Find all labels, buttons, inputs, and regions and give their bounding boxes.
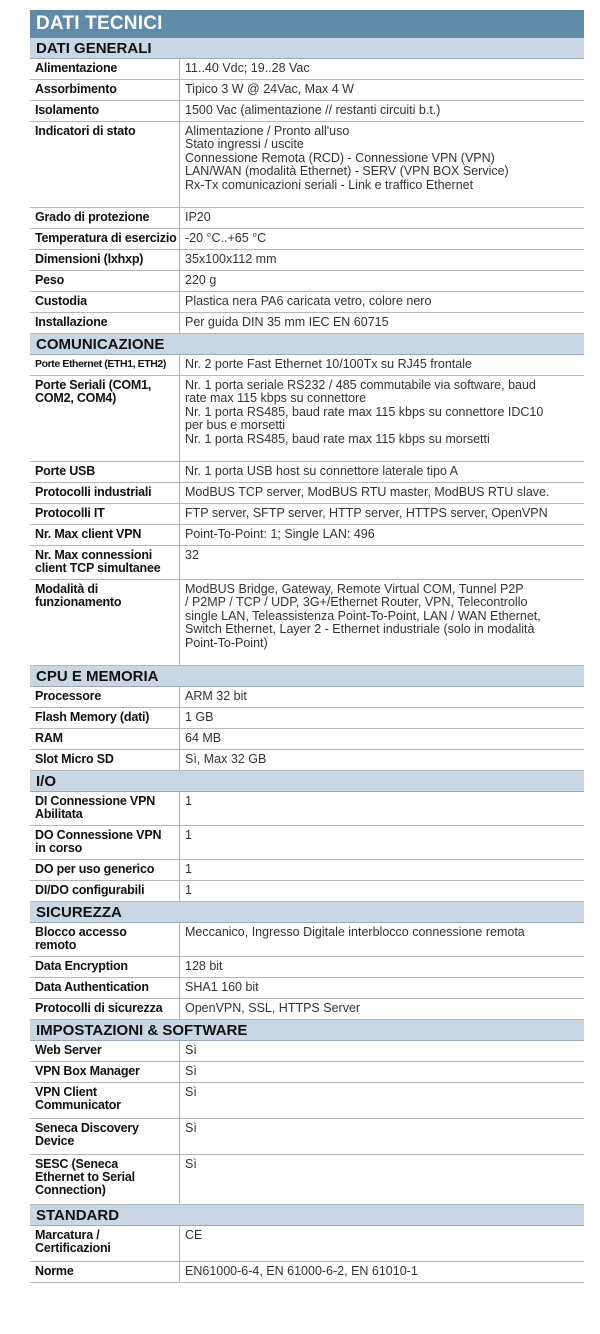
row-label: Seneca Discovery Device: [30, 1119, 180, 1154]
row-value: EN61000-6-4, EN 61000-6-2, EN 61010-1: [185, 1265, 418, 1278]
row-value: Sì, Max 32 GB: [185, 753, 267, 766]
table-row: [30, 580, 584, 666]
table-row: [30, 376, 584, 462]
row-label: Data Encryption: [30, 957, 180, 977]
row-label: Processore: [30, 687, 180, 707]
row-value: 1500 Vac (alimentazione // restanti circuiti b.t.): [185, 104, 441, 117]
table-row: [30, 122, 584, 208]
row-label: RAM: [30, 729, 180, 749]
row-label: VPN Box Manager: [30, 1062, 180, 1082]
row-label: Protocolli di sicurezza: [30, 999, 180, 1019]
section-header-cpu-e-memoria: CPU E MEMORIA: [30, 666, 584, 687]
table-row: [30, 250, 584, 271]
table-row: [30, 1119, 584, 1155]
table-row: [30, 729, 584, 750]
row-label: Marcatura / Certificazioni: [30, 1226, 180, 1261]
row-label: Flash Memory (dati): [30, 708, 180, 728]
row-label: Norme: [30, 1262, 180, 1282]
table-row: [30, 708, 584, 729]
row-label: Modalità di funzionamento: [30, 580, 180, 665]
row-value: SHA1 160 bit: [185, 981, 259, 994]
datasheet-table: [30, 10, 584, 1283]
row-value: -20 °C..+65 °C: [185, 232, 267, 245]
table-row: [30, 1155, 584, 1205]
table-row: [30, 504, 584, 525]
table-row: [30, 59, 584, 80]
row-value: 1: [185, 884, 192, 897]
table-row: [30, 313, 584, 334]
row-label: Temperatura di esercizio: [30, 229, 180, 249]
row-label: DI Connessione VPN Abilitata: [30, 792, 180, 825]
row-label: Protocolli industriali: [30, 483, 180, 503]
table-row: [30, 860, 584, 881]
table-row: [30, 525, 584, 546]
row-label: Porte USB: [30, 462, 180, 482]
row-value: Nr. 1 porta USB host su connettore laterale tipo A: [185, 465, 459, 478]
row-value: ModBUS TCP server, ModBUS RTU master, ModBUS RTU slave.: [185, 486, 550, 499]
table-row: [30, 1062, 584, 1083]
row-label: VPN Client Communicator: [30, 1083, 180, 1118]
table-row: [30, 229, 584, 250]
table-row: [30, 1262, 584, 1283]
row-label: DI/DO configurabili: [30, 881, 180, 901]
row-label: Porte Ethernet (ETH1, ETH2): [30, 355, 180, 375]
row-value: IP20: [185, 211, 211, 224]
table-row: [30, 483, 584, 504]
row-label: Grado di protezione: [30, 208, 180, 228]
table-row: [30, 999, 584, 1020]
row-value: 11..40 Vdc; 19..28 Vac: [185, 62, 310, 75]
table-row: [30, 208, 584, 229]
row-value: Nr. 1 porta seriale RS232 / 485 commutabile via software, baud rate max 115 kbps su connettore Nr. 1 porta RS485, baud rate max 115 kbps su connettore IDC10 per bus e morsetti Nr. 1 porta RS485, baud rate max 115 kbps su morsetti: [185, 379, 544, 446]
row-label: Assorbimento: [30, 80, 180, 100]
table-row: [30, 750, 584, 771]
section-header-comunicazione: COMUNICAZIONE: [30, 334, 584, 355]
row-value: FTP server, SFTP server, HTTP server, HTTPS server, OpenVPN: [185, 507, 548, 520]
row-value: Sì: [185, 1065, 197, 1078]
row-value: OpenVPN, SSL, HTTPS Server: [185, 1002, 361, 1015]
section-header-dati-generali: DATI GENERALI: [30, 38, 584, 59]
row-label: DO Connessione VPN in corso: [30, 826, 180, 859]
row-value: Sì: [185, 1086, 197, 1099]
row-value: Nr. 2 porte Fast Ethernet 10/100Tx su RJ45 frontale: [185, 358, 472, 371]
row-label: Nr. Max client VPN: [30, 525, 180, 545]
row-label: Protocolli IT: [30, 504, 180, 524]
table-row: [30, 1226, 584, 1262]
row-label: Peso: [30, 271, 180, 291]
row-value: 128 bit: [185, 960, 223, 973]
section-header-i-o: I/O: [30, 771, 584, 792]
table-row: [30, 101, 584, 122]
row-value: ModBUS Bridge, Gateway, Remote Virtual COM, Tunnel P2P / P2MP / TCP / UDP, 3G+/Ethernet Router, VPN, Telecontrollo single LAN, Teleassistenza Point-To-Point, LAN / WAN Ethernet, Switch Ethernet, Layer 2 - Ethernet industriale (solo in modalità Point-To-Point): [185, 583, 541, 650]
section-header-standard: STANDARD: [30, 1205, 584, 1226]
row-label: Dimensioni (lxhxp): [30, 250, 180, 270]
row-value: Tipico 3 W @ 24Vac, Max 4 W: [185, 83, 354, 96]
table-row: [30, 1083, 584, 1119]
table-row: [30, 826, 584, 860]
row-label: DO per uso generico: [30, 860, 180, 880]
row-label: Custodia: [30, 292, 180, 312]
row-label: Nr. Max connessioni client TCP simultanee: [30, 546, 180, 579]
row-label: SESC (Seneca Ethernet to Serial Connection): [30, 1155, 180, 1204]
table-row: [30, 978, 584, 999]
row-value: 220 g: [185, 274, 217, 287]
table-row: [30, 462, 584, 483]
section-header-sicurezza: SICUREZZA: [30, 902, 584, 923]
row-label: Blocco accesso remoto: [30, 923, 180, 956]
page-title: DATI TECNICI: [30, 10, 584, 38]
sections-container: [30, 38, 584, 1283]
table-row: [30, 80, 584, 101]
row-label: Isolamento: [30, 101, 180, 121]
row-value: Sì: [185, 1122, 197, 1135]
row-value: Point-To-Point: 1; Single LAN: 496: [185, 528, 375, 541]
row-label: Installazione: [30, 313, 180, 333]
row-value: 1 GB: [185, 711, 214, 724]
row-label: Data Authentication: [30, 978, 180, 998]
table-row: [30, 792, 584, 826]
row-value: 1: [185, 829, 192, 842]
row-label: Porte Seriali (COM1, COM2, COM4): [30, 376, 180, 461]
row-value: 1: [185, 795, 192, 808]
row-value: CE: [185, 1229, 203, 1242]
table-row: [30, 881, 584, 902]
row-value: 1: [185, 863, 192, 876]
table-row: [30, 355, 584, 376]
table-row: [30, 687, 584, 708]
table-row: [30, 1041, 584, 1062]
row-label: Web Server: [30, 1041, 180, 1061]
row-value: 35x100x112 mm: [185, 253, 277, 266]
row-label: Indicatori di stato: [30, 122, 180, 207]
row-value: 32: [185, 549, 199, 562]
table-row: [30, 271, 584, 292]
row-value: Plastica nera PA6 caricata vetro, colore nero: [185, 295, 432, 308]
row-value: Sì: [185, 1158, 197, 1171]
row-value: Sì: [185, 1044, 197, 1057]
table-row: [30, 923, 584, 957]
row-value: Meccanico, Ingresso Digitale interblocco connessione remota: [185, 926, 525, 939]
row-label: Alimentazione: [30, 59, 180, 79]
row-value: ARM 32 bit: [185, 690, 247, 703]
table-row: [30, 292, 584, 313]
table-row: [30, 957, 584, 978]
row-value: Alimentazione / Pronto all'uso Stato ingressi / uscite Connessione Remota (RCD) - Connessione VPN (VPN) LAN/WAN (modalità Ethernet) - SERV (VPN BOX Service) Rx-Tx comunicazioni seriali - Link e traffico Ethernet: [185, 125, 509, 192]
section-header-impostazioni-software: IMPOSTAZIONI & SOFTWARE: [30, 1020, 584, 1041]
row-label: Slot Micro SD: [30, 750, 180, 770]
row-value: 64 MB: [185, 732, 222, 745]
row-value: Per guida DIN 35 mm IEC EN 60715: [185, 316, 389, 329]
table-row: [30, 546, 584, 580]
